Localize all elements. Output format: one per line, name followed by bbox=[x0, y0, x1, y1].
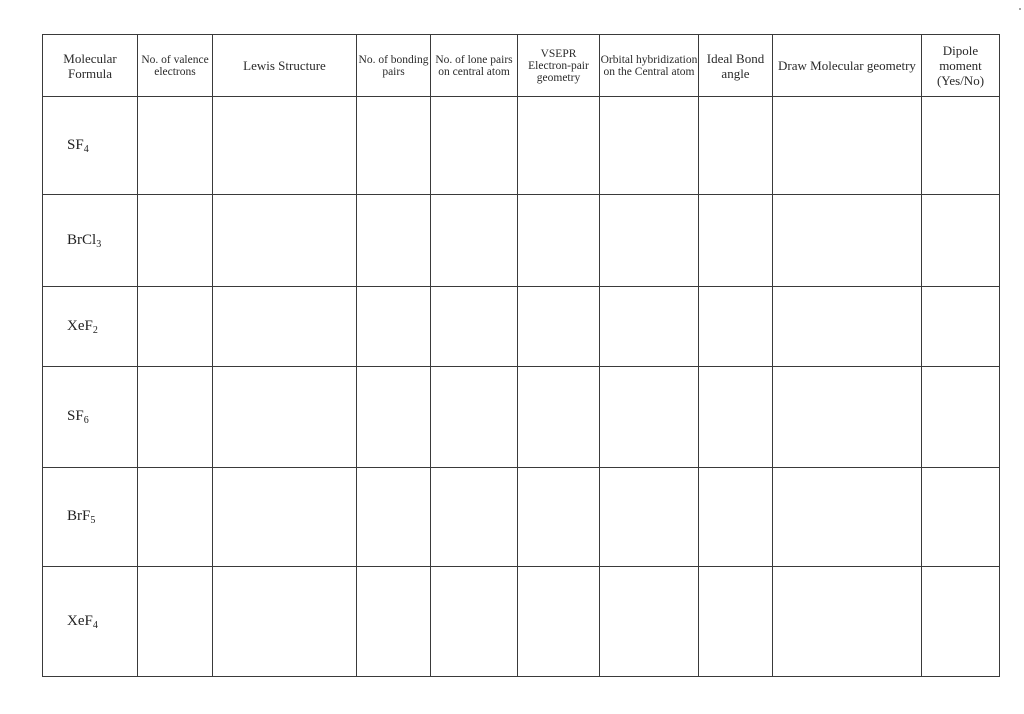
answer-cell-valence-electrons[interactable] bbox=[138, 367, 213, 468]
answer-cell-lewis-structure[interactable] bbox=[213, 97, 357, 195]
answer-cell-dipole-moment[interactable] bbox=[922, 195, 1000, 287]
answer-cell-vsepr-geometry[interactable] bbox=[518, 195, 600, 287]
answer-cell-lewis-structure[interactable] bbox=[213, 468, 357, 567]
header-bond-angle: Ideal Bond angle bbox=[699, 35, 773, 97]
table-row bbox=[43, 468, 1000, 567]
answer-cell-valence-electrons[interactable] bbox=[138, 567, 213, 677]
answer-cell-lone-pairs[interactable] bbox=[431, 367, 518, 468]
answer-cell-bonding-pairs[interactable] bbox=[357, 97, 431, 195]
answer-cell-lewis-structure[interactable] bbox=[213, 195, 357, 287]
formula-subscript: 6 bbox=[83, 415, 89, 426]
answer-cell-orbital-hybridization[interactable] bbox=[600, 287, 699, 367]
answer-cell-lone-pairs[interactable] bbox=[431, 468, 518, 567]
answer-cell-dipole-moment[interactable] bbox=[922, 468, 1000, 567]
answer-cell-bond-angle[interactable] bbox=[699, 367, 773, 468]
answer-cell-bond-angle[interactable] bbox=[699, 195, 773, 287]
answer-cell-dipole-moment[interactable] bbox=[922, 97, 1000, 195]
formula-text: XeF bbox=[67, 612, 93, 629]
answer-cell-orbital-hybridization[interactable] bbox=[600, 97, 699, 195]
answer-cell-dipole-moment[interactable] bbox=[922, 287, 1000, 367]
answer-cell-lewis-structure[interactable] bbox=[213, 287, 357, 367]
header-molecular-geometry: Draw Molecular geometry bbox=[773, 35, 922, 97]
molecular-formula-cell bbox=[43, 195, 138, 287]
header-bonding-pairs: No. of bonding pairs bbox=[357, 35, 431, 97]
header-dipole-moment: Dipole moment (Yes/No) bbox=[922, 35, 1000, 97]
header-molecular-formula: Molecular Formula bbox=[43, 35, 138, 97]
vsepr-table bbox=[42, 34, 1000, 677]
answer-cell-vsepr-geometry[interactable] bbox=[518, 97, 600, 195]
answer-cell-molecular-geometry[interactable] bbox=[773, 287, 922, 367]
answer-cell-orbital-hybridization[interactable] bbox=[600, 468, 699, 567]
table-row bbox=[43, 195, 1000, 287]
worksheet bbox=[42, 34, 999, 676]
formula-text: BrF bbox=[67, 508, 91, 524]
formula-text: SF bbox=[67, 408, 84, 424]
answer-cell-molecular-geometry[interactable] bbox=[773, 195, 922, 287]
answer-cell-lone-pairs[interactable] bbox=[431, 567, 518, 677]
answer-cell-bonding-pairs[interactable] bbox=[357, 567, 431, 677]
answer-cell-lewis-structure[interactable] bbox=[213, 367, 357, 468]
answer-cell-bond-angle[interactable] bbox=[699, 567, 773, 677]
answer-cell-molecular-geometry[interactable] bbox=[773, 567, 922, 677]
answer-cell-bond-angle[interactable] bbox=[699, 468, 773, 567]
answer-cell-bonding-pairs[interactable] bbox=[357, 468, 431, 567]
formula-text: BrCl bbox=[67, 231, 97, 248]
formula-subscript: 5 bbox=[90, 515, 96, 526]
formula-subscript: 4 bbox=[83, 143, 89, 155]
answer-cell-molecular-geometry[interactable] bbox=[773, 97, 922, 195]
molecular-formula-cell bbox=[43, 468, 138, 567]
header-lone-pairs: No. of lone pairs on central atom bbox=[431, 35, 518, 97]
answer-cell-bonding-pairs[interactable] bbox=[357, 195, 431, 287]
formula-subscript: 2 bbox=[92, 324, 98, 336]
molecular-formula-cell bbox=[43, 287, 138, 367]
header-lewis-structure: Lewis Structure bbox=[213, 35, 357, 97]
header-vsepr-geometry: VSEPR Electron-pair geometry bbox=[518, 35, 600, 97]
answer-cell-bond-angle[interactable] bbox=[699, 97, 773, 195]
table-row bbox=[43, 567, 1000, 677]
answer-cell-orbital-hybridization[interactable] bbox=[600, 567, 699, 677]
molecular-formula-cell bbox=[43, 97, 138, 195]
answer-cell-vsepr-geometry[interactable] bbox=[518, 567, 600, 677]
answer-cell-vsepr-geometry[interactable] bbox=[518, 367, 600, 468]
answer-cell-dipole-moment[interactable] bbox=[922, 567, 1000, 677]
table-row bbox=[43, 287, 1000, 367]
answer-cell-valence-electrons[interactable] bbox=[138, 468, 213, 567]
formula-text: SF bbox=[67, 136, 84, 153]
answer-cell-orbital-hybridization[interactable] bbox=[600, 195, 699, 287]
answer-cell-vsepr-geometry[interactable] bbox=[518, 287, 600, 367]
answer-cell-valence-electrons[interactable] bbox=[138, 97, 213, 195]
answer-cell-orbital-hybridization[interactable] bbox=[600, 367, 699, 468]
answer-cell-valence-electrons[interactable] bbox=[138, 195, 213, 287]
formula-subscript: 3 bbox=[96, 238, 102, 250]
answer-cell-lewis-structure[interactable] bbox=[213, 567, 357, 677]
corner-mark bbox=[1019, 8, 1021, 10]
answer-cell-bonding-pairs[interactable] bbox=[357, 367, 431, 468]
answer-cell-dipole-moment[interactable] bbox=[922, 367, 1000, 468]
answer-cell-vsepr-geometry[interactable] bbox=[518, 468, 600, 567]
formula-text: XeF bbox=[67, 317, 93, 334]
table-row bbox=[43, 367, 1000, 468]
answer-cell-lone-pairs[interactable] bbox=[431, 287, 518, 367]
header-orbital-hybridization: Orbital hybridization on the Central atom bbox=[600, 35, 699, 97]
table-row bbox=[43, 97, 1000, 195]
answer-cell-molecular-geometry[interactable] bbox=[773, 367, 922, 468]
molecular-formula-cell bbox=[43, 367, 138, 468]
answer-cell-valence-electrons[interactable] bbox=[138, 287, 213, 367]
formula-subscript: 4 bbox=[92, 619, 98, 631]
answer-cell-lone-pairs[interactable] bbox=[431, 97, 518, 195]
answer-cell-bond-angle[interactable] bbox=[699, 287, 773, 367]
molecular-formula-cell bbox=[43, 567, 138, 677]
header-row bbox=[43, 35, 1000, 97]
header-valence-electrons: No. of valence electrons bbox=[138, 35, 213, 97]
answer-cell-bonding-pairs[interactable] bbox=[357, 287, 431, 367]
answer-cell-molecular-geometry[interactable] bbox=[773, 468, 922, 567]
answer-cell-lone-pairs[interactable] bbox=[431, 195, 518, 287]
